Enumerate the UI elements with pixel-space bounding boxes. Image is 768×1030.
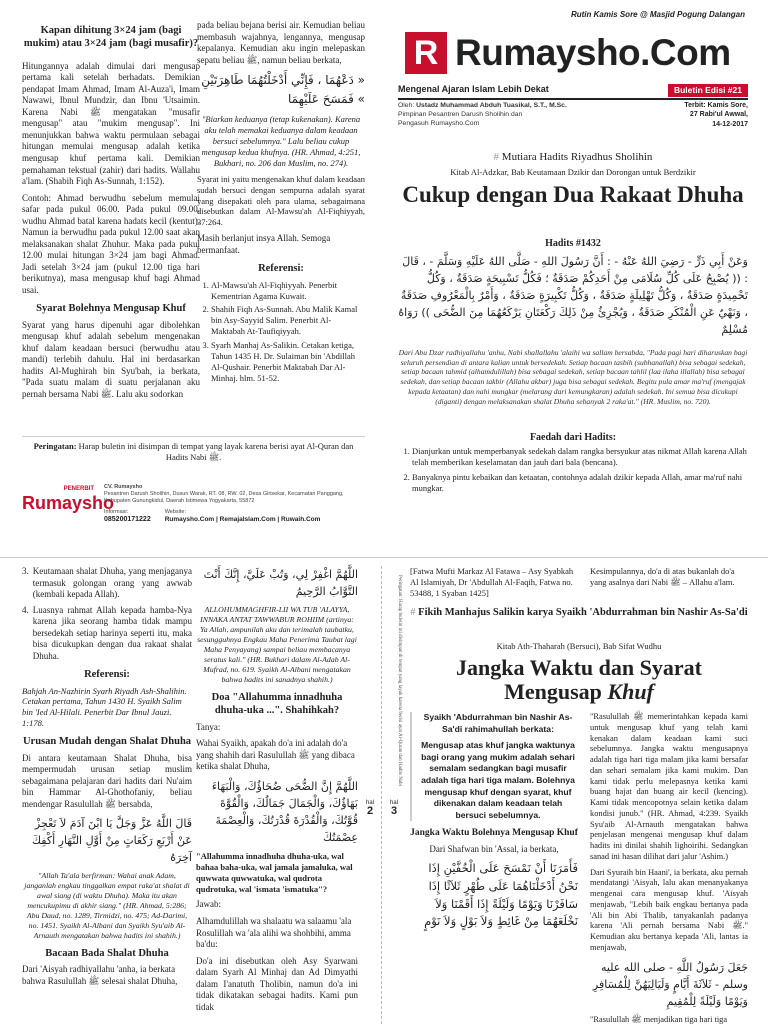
warning-note: [22, 436, 365, 463]
page-number: 3: [390, 805, 398, 817]
hadits-number: [398, 238, 748, 251]
arabic-text: فَأَمَرَنَا أَنْ نَمْسَحَ عَلَى الْخُفَّيْنِ إِذَا نَحْنُ أَدْخَلْنَاهُمَا عَلَى طُهْرٍ ثَلاَثًا إِذَا سَافَرْنَا وَيَوْمًا وَلَيْلَةً إِذَا أَقَمْنَا وَلاَ نَخْلَعَهُمَا مِنْ غَائِطٍ وَلاَ بَوْلٍ وَلاَ نَوْمٍ: [424, 861, 578, 929]
hadits-number-value: #1432: [575, 238, 601, 249]
publisher-label: PENERBIT: [63, 486, 94, 492]
publish-date-value: 14-12-2017: [712, 120, 748, 128]
top-left-column: [22, 20, 200, 405]
paragraph: Contoh: Ahmad berwudhu sebelum memulai safar pada pukul 06.00. Pada pukul 09.00, wudhu Ahmad batal karena hadats kecil (kentut). Namun ia berwudhu pada pukul 12.00 saat akan melaksanakan shalat Zhuhur. Maka pada pukul 12.00 mulai hitungan 3×24 jam bagi Ahmad. Jadi setelah 3×24 jam (pukul 12.00 tiga hari berikutnya), masa mengusap khuf bagi Ahmad usai.: [22, 192, 200, 295]
hadits-label: Hadits: [545, 238, 574, 249]
paragraph: "Rasulullah ﷺ menjadikan tiga hari tiga: [590, 1014, 728, 1024]
publish-date: [660, 101, 748, 129]
publisher-details: [104, 484, 362, 524]
item-number: 3.: [22, 566, 29, 576]
page-number: 2: [366, 805, 374, 817]
item-number: 4.: [22, 604, 29, 615]
vertical-note: Peringatan: Harap buletin ini disimpan di tempat yang layak karena berisi ayat Al-Quran dan Hadits Nabi: [397, 575, 402, 786]
paragraph: Dari Shafwan bin 'Assal, ia berkata,: [429, 843, 559, 854]
author-label: Oleh:: [398, 102, 415, 109]
translation: "Biarkan keduanya (tetap kukenakan). Karena aku telah memakai keduanya dalam keadaan bersuci sebelumnya." Lalu beliau cukup mengusap kedua khufnya. (HR. Ahmad, 4:251, Bukhari, no. 206 dan Muslim, no. 274).: [201, 114, 361, 168]
kitab-line: Kitab Al-Adzkar, Bab Keutamaan Dzikir dan Dorongan untuk Berdzikir: [450, 167, 696, 177]
publisher-address: Pesantren Darush Sholihin, Dusun Warak, RT. 08, RW. 02, Desa Girisekar, Kecamatan Panggang, Kabupaten Gunungkidul, Daerah Istimewa Yogyakarta, 55872: [104, 490, 344, 504]
bottom-column-3-body: [410, 712, 578, 936]
series-line: [398, 150, 748, 164]
quote-text: Mengusap atas khuf jangka waktunya bagi orang yang mukim adalah sehari semalam sedangkan bagi musafir adalah tiga hari tiga malam. Bolehnya mengusap khuf dengan syarat, khuf dikenakan dalam keadaan telah bersuci sebelumnya.: [421, 740, 575, 820]
reference-item: 2. Shahih Fiqh As-Sunnah. Abu Malik Kamal bin Asy-Sayyid Salim. Penerbit Al-Maktabah At-Taufiqiyyah.: [211, 304, 365, 337]
paragraph: Do'a ini disebutkan oleh Asy Syarwani dalam Syarh Al Minhaj dan Ad Dimyathi dalam I'anatuth Tholibin, namun do'a ini tidak dikatakan sebagai hadits. Kami pun tidak: [196, 955, 358, 1012]
list-item: Keutamaan shalat Dhuha, yang menjaganya termasuk golongan orang yang awwab (kembali kepada Allah).: [32, 566, 192, 600]
website-links: Rumaysho.Com | RemajaIslam.Com | Ruwaih.Com: [164, 515, 321, 523]
arabic-text: اللَّهُمَّ إِنَّ الضُّحَى ضُحَاؤُكَ، وَالْبَهَاءَ بَهَاؤُكَ، وَالْجَمَالَ جَمَالُكَ، وَالْقُوَّةَ قُوَّتُكَ، وَالْقُدْرَةَ قُدْرَتُكَ، وَالْعِصْمَةَ عِصْمَتُكَ: [211, 779, 358, 844]
paragraph: Syarat yang harus dipenuhi agar dibolehkan mengusap khuf adalah sebelum mengenakan khuf dalam keadaan bersuci (berwudhu atau mandi) terlebih dahulu. Hal ini berdasarkan hadits Al-Mughirah bin Syu'bah, ia berkata, "Pada suatu malam di suatu perjalanan aku pernah bersama Nabi ﷺ. Lalu aku sodorkan: [22, 319, 200, 399]
author-block: [398, 101, 658, 129]
paragraph: pada beliau bejana berisi air. Kemudian beliau membasuh wajahnya, lengannya, mengusap kepalanya. Kemudian aku ingin melepaskan sepatu beliau ﷺ, namun beliau berkata,: [197, 20, 365, 65]
bottom-column-2: [196, 566, 358, 1018]
bulletin-topic: Mengenal Ajaran Islam Lebih Dekat: [398, 84, 549, 94]
warning-label: Peringatan:: [33, 441, 77, 451]
bulletin-bar: [398, 84, 748, 100]
references-heading: Referensi:: [258, 263, 304, 275]
phone-number: 085200171222: [104, 515, 151, 523]
paragraph: Dari Syuraih bin Haani', ia berkata, aku pernah mendatangi 'Aisyah, lalu akan menanyakanya mengenai cara mengusap khuf. 'Aisyah menjawab, "Lebih baik engkau bertanya pada 'Ali bin Abi Thalib, tanyakanlah padanya karena 'Ali pernah bersama Nabi ﷺ." Kemudian aku bertanya kepada 'Ali, lantas ia menjawab,: [590, 867, 748, 952]
references-heading: Referensi:: [84, 669, 130, 681]
title-emphasis: Khuf: [607, 679, 654, 705]
paragraph: Wahai Syaikh, apakah do'a ini adalah do'a yang shahih dari Rasulullah ﷺ yang dibaca ketika shalat Dhuha,: [196, 738, 355, 772]
quote-intro: Syaikh 'Abdurrahman bin Nashir As-Sa'di rahimahullah berkata:: [423, 712, 573, 734]
paragraph: "Rasulullah ﷺ memerintahkan kepada kami untuk mengusap khuf yang telah kami kenakan dalam keadaan kami suci sebelumnya. Jangka waktu mengusapnya adalah tiga hari tiga malam jika kami bersafar dan sehari semalam jika kami mukim. Dan kami tidak perlu melepasnya ketika kami buang hajat dan buang air kecil (kencing). Kami tidak mencopotnya selain ketika dalam kondisi junub." (HR. Ahmad, 4:239. Syaikh Syu'aib Al-Arnauth mengatakan bahwa penjelasan mengenai mengusap khuf dalam hadits ini dinilai shahih lighoirihi. Sedangkan sanad ini hasan dilihat dari jalur 'Ashim.): [590, 712, 748, 861]
warning-text: Harap buletin ini disimpan di tempat yang layak karena berisi ayat Al-Quran dan Hadits Nabi ﷺ.: [78, 441, 354, 462]
title-text: Jangka Waktu dan Syarat Mengusap: [456, 655, 702, 705]
translation: "Allah Ta'ala berfirman: Wahai anak Adam, janganlah engkau tinggalkan empat raka'at shalat di awal siang (di waktu Dhuha). Maka itu akan mencukupimu di akhir siang." (HR. Ahmad, 5:286; Abu Daud, no. 1289, Tirmidzi, no. 475; Ad-Darimi, no. 1451. Syaikh Al-Albani dan Syaikh Syu'aib Al-Arnauth mengatakan bahwa hadits ini shahih.): [24, 871, 190, 941]
edition-badge: Buletin Edisi #21: [668, 84, 748, 97]
arabic-text: قَالَ اللَّهُ عَزَّ وَجَلَّ يَا ابْنَ آدَمَ لاَ تَعْجِزْ عَنْ أَرْبَعِ رَكَعَاتٍ مِنْ أَوَّلِ النَّهَارِ أَكْفِكَ آخِرَهُ: [32, 817, 192, 865]
transliteration: ALLOHUMMAGHFIR-LII WA TUB 'ALAYYA, INNAKA ANTAT TAWWABUR ROHIIM (artinya: Ya Allah, ampunilah aku dan terimalah taubatku, sesungguhnya Engkau Maha Penerima Taubat lagi Maha Penyayang) sampai beliau membacanya seratus kali." (HR. Bukhari dalam Al-Adab Al-Mufrad, no. 619. Syaikh Al-Albani mengatakan bahwa hadits ini sanadnya shahih.): [197, 605, 357, 684]
bottom-column-4-top: [590, 566, 748, 593]
author-role: Pengasuh Rumaysho.Com: [398, 120, 480, 128]
paragraph: Hitungannya adalah dimulai dari mengusap pertama kali setelah berhadats. Demikian pendapat Imam Ahmad, Imam Al-Auza'i, Imam Nawawi, Ibnul Mundzir, dan Ibnu 'Utsaimin. Karena Nabi ﷺ mengatakan "musafir mengusap" atau "mukim mengusap". Ini menunjukkan bahwa waktu permulaan sebagai hitungan memulai mengusap adalah ketika mengusap khuf pertama kali. Demikian pemahaman tekstual (zahir) dari hadits. Wallahu a'lam. (Shabih Fiqh As-Sunnah, 1:152).: [22, 60, 200, 187]
series-title: Mutiara Hadits Riyadhus Sholihin: [501, 151, 653, 163]
references-list: [197, 280, 365, 384]
logo-mark: R: [405, 32, 447, 74]
section-heading: Jangka Waktu Bolehnya Mengusap Khuf: [410, 828, 578, 839]
hash-icon: #: [410, 607, 416, 618]
masthead-logo: [405, 28, 745, 78]
tagline: Rutin Kamis Sore @ Masjid Pogung Dalangan: [570, 10, 745, 19]
list-item: Luasnya rahmat Allah kepada hamba-Nya karena jika seorang hamba tidak mampu bersedekah setiap harinya seperti itu, maka bisa dicukupkan dengan dua rakaat shalat Dhuha.: [32, 604, 192, 661]
reference-item: 1. Al-Mawsu'ah Al-Fiqhiyyah. Penerbit Kementrian Agama Kuwait.: [211, 280, 365, 302]
reference-item: 3. Syarh Manhaj As-Salikin. Cetakan ketiga, Tahun 1435 H. Dr. Sulaiman bin 'Abdillah Al-Qushair. Penerbit Maktabah Dar Al-Minhaj. hlm. 51-52.: [211, 340, 365, 384]
logo-wordmark: Rumaysho.Com: [455, 32, 731, 73]
section-heading: Urusan Mudah dengan Shalat Dhuha: [22, 736, 192, 748]
transliteration: "Allahumma innadhuha dhuha-uka, wal bahaa baha-uka, wal jamala jamaluka, wal quwwata quwwatuka, wal qudrota qudrotuka, wal 'ismata 'ismatuka"?: [196, 850, 353, 894]
bottom-column-3: [410, 566, 578, 604]
label: Jawab:: [196, 899, 221, 910]
quote-block: [410, 712, 578, 821]
publisher-name: CV. Rumaysho: [104, 484, 143, 490]
arabic-text: اللَّهُمَّ اغْفِرْ لِي، وَتُبْ عَلَيَّ، إِنَّكَ أَنْتَ التَّوَّابُ الرَّحِيمُ: [203, 568, 358, 599]
arabic-text: « دَعْهُمَا ، فَإِنِّي أَدْخَلْتُهُمَا طَاهِرَتَيْنِ » فَمَسَحَ عَلَيْهِمَا: [201, 73, 365, 107]
article-title-2: [410, 656, 748, 704]
page-label: hal: [365, 800, 374, 806]
paragraph: Syarat ini yaitu mengenakan khuf dalam keadaan sudah bersuci dengan sempurna adalah syarat yang disepakati oleh para ulama, sebagaimana disebutkan dalam Al-Mawsu'ah Al-Fiqhiyyah, 37:264.: [197, 173, 365, 228]
fatwa-citation: [Fatwa Mufti Markaz Al Fatawa – Asy Syabkah Al Islamiyah, Dr 'Abdullah Al-Faqih, Fatwa no. 53488, 1 Syaban 1425]: [410, 566, 574, 598]
hadith-translation: Dari Abu Dzar radhiyallahu 'anhu, Nabi shallallahu 'alaihi wa sallam bersabda, "Pada pagi hari diharuskan bagi seluruh persendian di antara kalian untuk bersedekah. Setiap bacaan tasbih (subhanallah) bisa sebagai sedekah, setiap bacaan tahmid (alhamdulillah) bisa sebagai sedekah, setiap bacaan tahlil (laa ilaha illallah) bisa sebagai sedekah, dan setiap bacaan takbir (Allahu akbar) juga bisa sebagai sedekah. Begitu pula amar ma'ruf (mengajak kepada ketaatan) dan nahi mungkar (melarang dari kemungkaran) adalah sedekah. Ini semua bisa dicukupi (diganti) dengan melaksanakan shalat Dhuha sebanyak 2 raka'at." (HR. Muslim, no. 720).: [398, 348, 748, 406]
reference-text: Bahjah An-Nazhirin Syarh Riyadh Ash-Shalihin. Cetakan pertama, Tahun 1430 H. Syaikh Salim bin 'Ied Al-Hilali. Penerbit Dar Ibnul Jauzi. 1:178.: [22, 685, 187, 729]
column-divider: [381, 566, 382, 1024]
phone-label: Informasi:: [104, 508, 129, 515]
publish-hijri: 27 Rabi'ul Awwal,: [689, 111, 748, 119]
section-heading: Syarat Bolehnya Mengusap Khuf: [36, 303, 186, 315]
top-middle-column: [197, 20, 365, 384]
arabic-text: جَعَلَ رَسُولُ اللَّهِ - صلى الله عليه وسلم - ثَلاَثَةَ أَيَّامٍ وَلَيَالِيَهُنَّ لِلْمُسَافِرِ وَيَوْمًا وَلَيْلَةً لِلْمُقِيمِ: [592, 960, 748, 1008]
bottom-column-1: [22, 566, 192, 992]
conclusion: Kesimpulannya, do'a di atas bukanlah do'a yang asalnya dari Nabi ﷺ – Allahu a'lam.: [590, 566, 735, 587]
kitab-line-2: Kitab Ath-Thaharah (Bersuci), Bab Sifat Wudhu: [496, 641, 662, 651]
author-name: Ustadz Muhammad Abduh Tuasikal, S.T., M.Sc.: [416, 102, 567, 109]
publisher-brand: Rumaysho: [22, 492, 115, 513]
section-heading: Doa "Allahumma innadhuha dhuha-uka ...". Shahihkah?: [211, 691, 343, 717]
paragraph: Dari 'Aisyah radhiyallahu 'anha, ia berkata bahwa Rasulullah ﷺ selesai shalat Dhuha,: [22, 964, 178, 986]
faedah-item: 1. Dianjurkan untuk memperbanyak sedekah dalam rangka bersyukur atas nikmat Allah karena Allah telah memberikan keselamatan dan jauh dari bala (bencana).: [412, 446, 752, 468]
hadith-arabic: وَعَنْ أَبِي ذَرٍّ - رَضِيَ اللهُ عَنْهُ - : أَنَّ رَسُولَ اللهِ - صَلَّى اللهُ عَلَيْهِ وَسَلَّمَ - ، قَالَ : (( يُصْبِحُ عَلَى كُلِّ سُلَامَى مِنْ أَحَدِكُمْ صَدَقَةٌ ؛ فَكُلُّ تَسْبِيحَةٍ صَدَقَةٌ ، وَكُلُّ تَحْمِيدَةٍ صَدَقَةٌ ، وَكُلُّ تَهْلِيلَةٍ صَدَقَةٌ ، وَكُلُّ تَكْبِيرَةٍ صَدَقَةٌ ، وَأَمْرٌ بِالْمَعْرُوفِ صَدَقَةٌ ، وَنَهْيٌ عَنِ الْمُنْكَرِ صَدَقَةٌ ، وَيُجْزِئُ مِنْ ذَلِكَ رَكْعَتَانِ يَرْكَعُهُمَا مِنَ الضُّحَى )) رَوَاهُ مُسْلِمٌ: [398, 255, 748, 337]
page-number-right: [388, 800, 400, 817]
publish-day: Terbit: Kamis Sore,: [684, 102, 748, 109]
faedah-list: [398, 446, 752, 494]
website-label: Website:: [164, 508, 187, 515]
publisher-footer: [22, 482, 365, 532]
label: Tanya:: [196, 721, 221, 732]
page-label: hal: [389, 800, 398, 806]
section-heading: Bacaan Bada Shalat Dhuha: [45, 948, 169, 959]
faedah-item: 2. Banyaknya pintu kebaikan dan ketaatan, contohnya adalah dzikir kepada Allah, amar ma'ruf nahi mungkar.: [412, 472, 752, 494]
article-title: Cukup dengan Dua Rakaat Dhuha: [402, 182, 744, 207]
author-role: Pimpinan Pesantren Darush Sholihin dan: [398, 111, 523, 119]
publisher-logo: [22, 486, 115, 513]
page-number-left: [364, 800, 376, 817]
series-title: Fikih Manhajus Salikin karya Syaikh 'Abdurrahman bin Nashir As-Sa'di: [418, 607, 748, 618]
vertical-note-wrap: [391, 575, 405, 790]
faedah-heading: Faedah dari Hadits:: [529, 432, 617, 443]
hash-icon: #: [493, 151, 500, 163]
paragraph: Alhamdulillah wa shalaatu wa salaamu 'ala Rosulillah wa 'ala alihi wa shohbihi, amma ba'du:: [196, 915, 352, 950]
section-heading: Kapan dihitung 3×24 jam (bagi mukim) atau 3×24 jam (bagi musafir)?: [23, 25, 199, 50]
page-fold-divider: [0, 557, 768, 558]
bottom-column-4: [590, 712, 748, 1030]
series-line-2: [410, 606, 748, 620]
paragraph: Masih berlanjut insya Allah. Semoga bermanfaat.: [197, 233, 331, 255]
paragraph: Di antara keutamaan Shalat Dhuha, bisa mempermudah urusan setiap muslim sebagaimana pelajaran dari hadits dari Nu'aim bin Hammar Al-Ghothofaniy, beliau mendengar Rasulullah ﷺ bersabda,: [22, 752, 192, 809]
